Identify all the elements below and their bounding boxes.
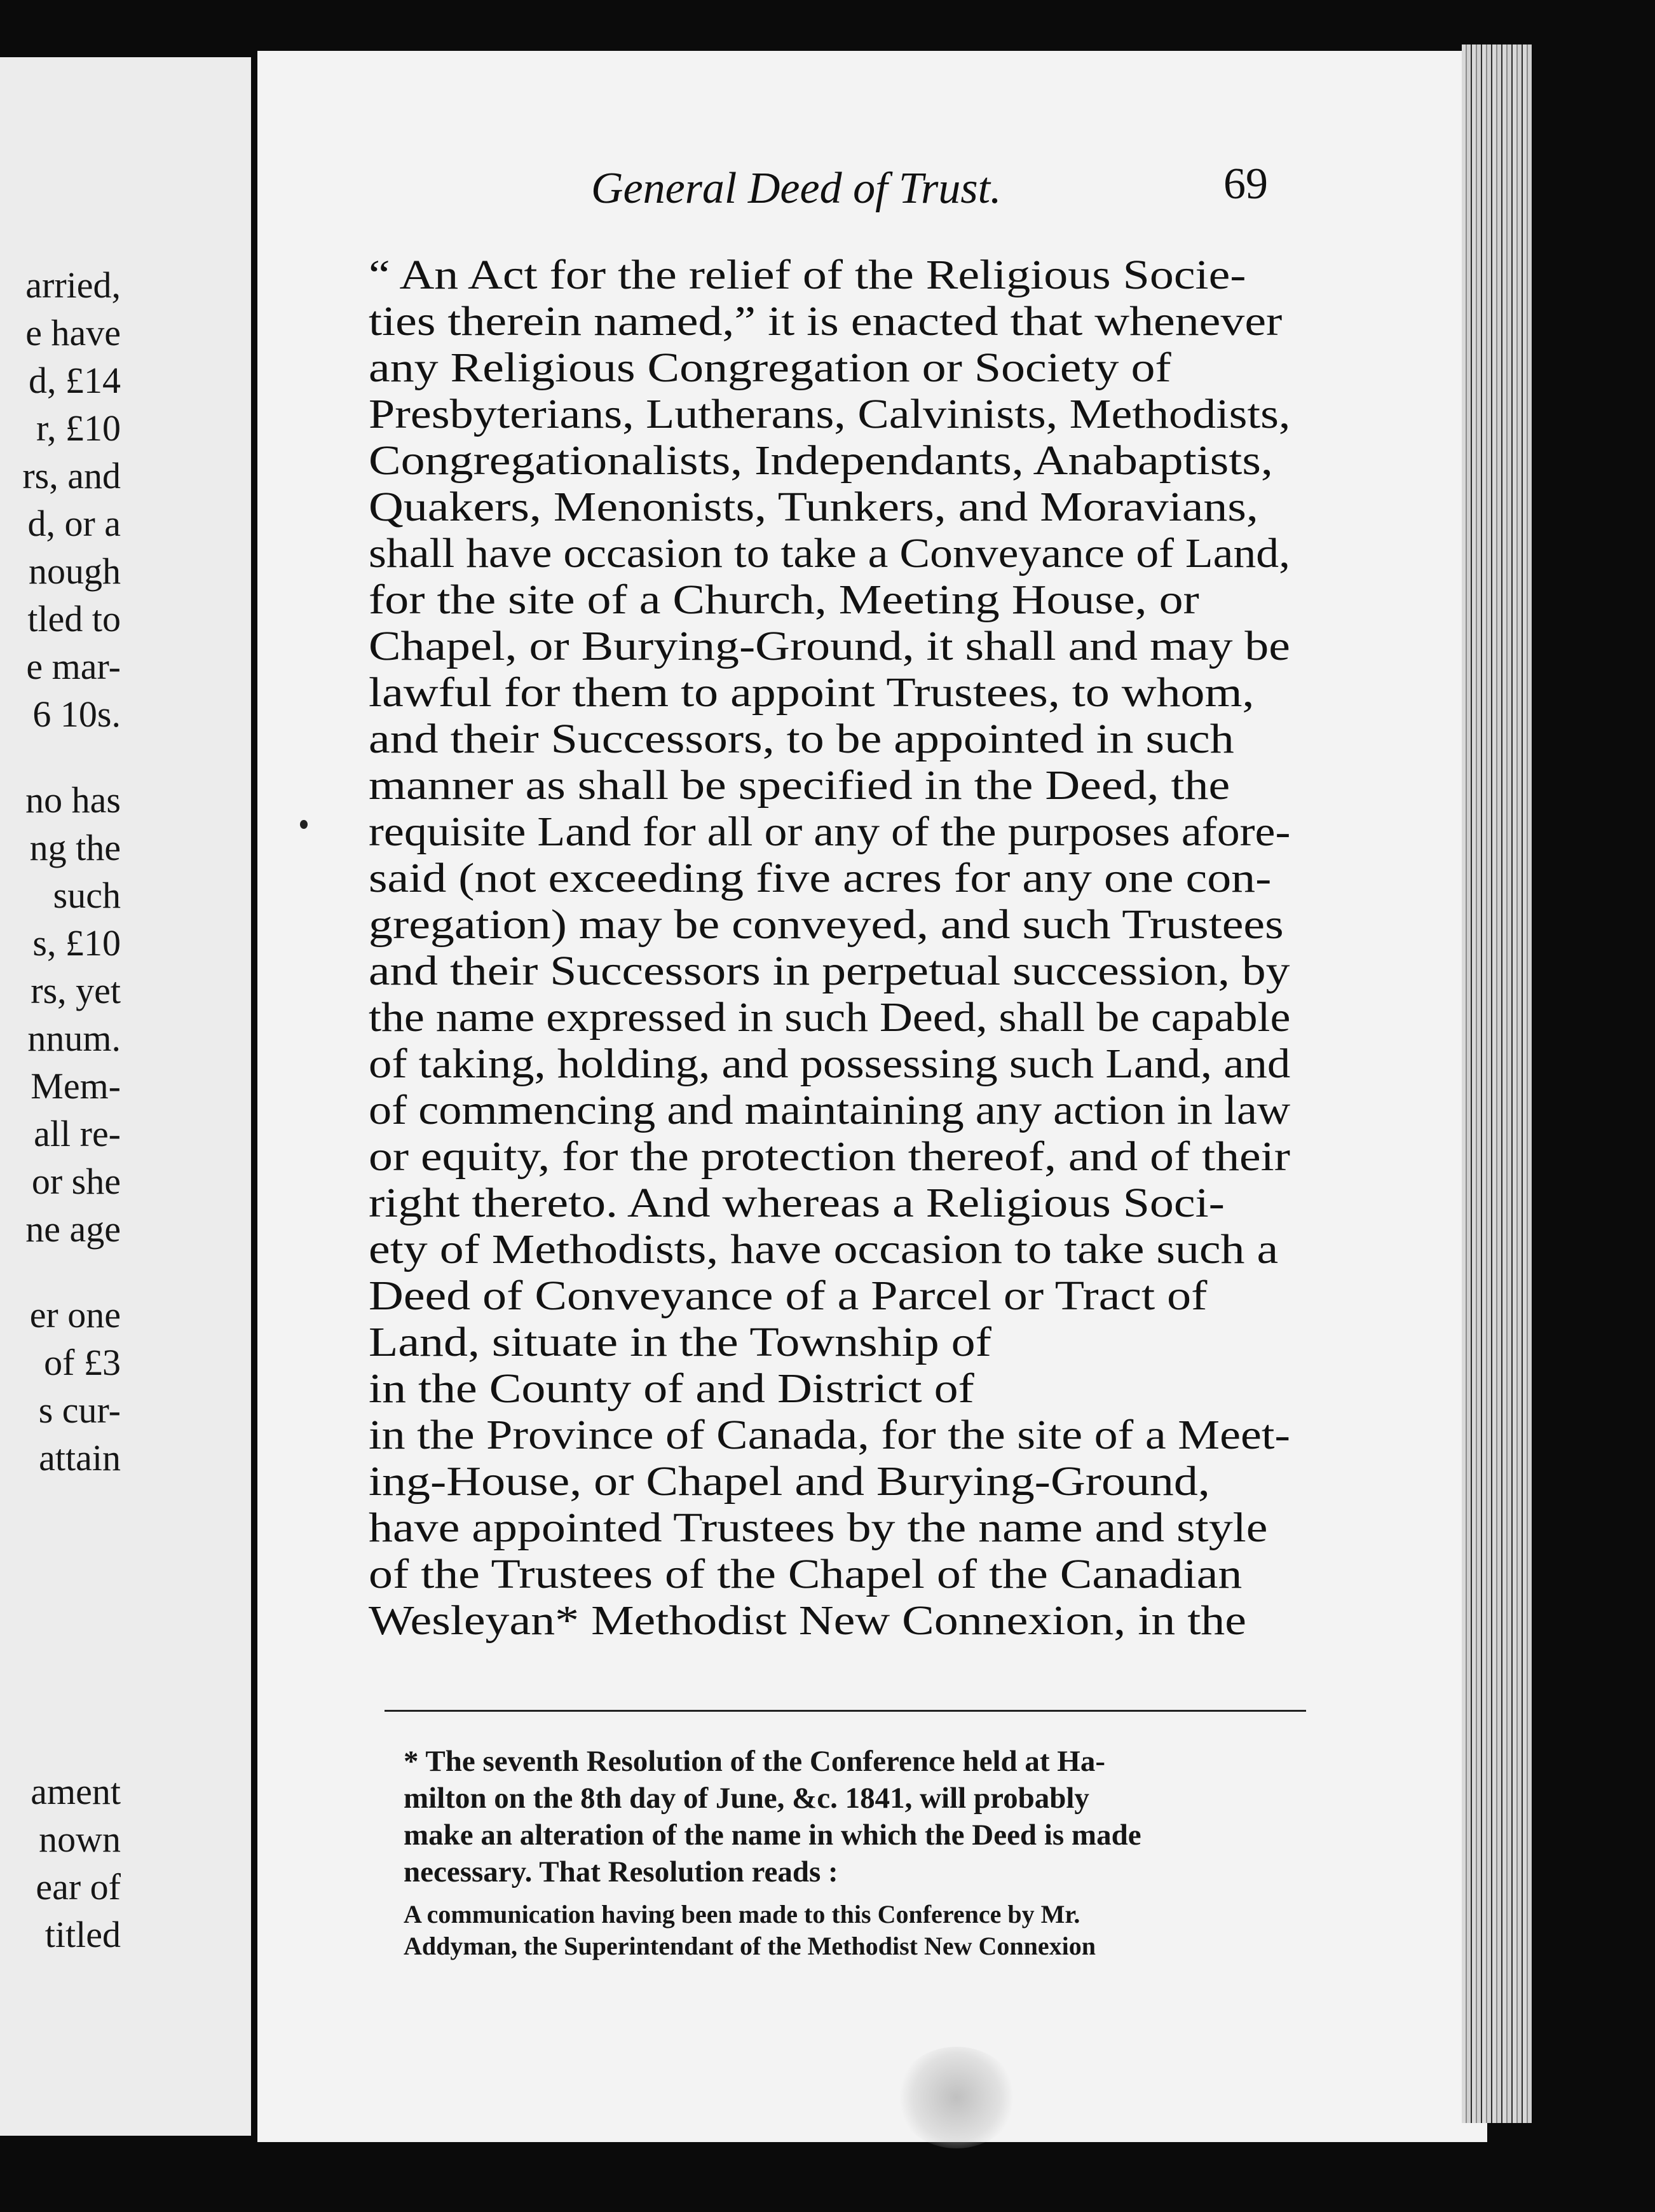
- left-page-line: titled: [44, 1914, 121, 1955]
- left-page-line: all re-: [34, 1113, 121, 1154]
- body-line: requisite Land for all or any of the purposes afore-: [369, 809, 1291, 855]
- body-line: Land, situate in the Township of: [369, 1319, 991, 1365]
- body-line: Deed of Conveyance of a Parcel or Tract of: [369, 1273, 1208, 1319]
- left-page-line: er one: [29, 1294, 121, 1335]
- body-line: for the site of a Church, Meeting House, or: [369, 577, 1199, 623]
- body-line: in the Province of Canada, for the site of a Meet-: [369, 1412, 1291, 1458]
- left-page-line: rs, and: [22, 455, 121, 496]
- body-line: manner as shall be specified in the Deed, the: [369, 762, 1230, 809]
- left-page-line: 6 10s.: [32, 693, 121, 735]
- page-number: 69: [1223, 160, 1268, 208]
- left-page-line: nnum.: [27, 1018, 121, 1059]
- body-line: any Religious Congregation or Society of: [369, 345, 1171, 391]
- body-line: lawful for them to appoint Trustees, to whom,: [369, 669, 1255, 716]
- left-page-line: nough: [29, 550, 121, 592]
- left-page-line: r, £10: [36, 407, 121, 449]
- left-page-line: rs, yet: [31, 970, 121, 1011]
- left-page-line: ament: [31, 1771, 121, 1812]
- left-page-line: ne age: [25, 1208, 121, 1250]
- body-line: Presbyterians, Lutherans, Calvinists, Methodists,: [369, 391, 1291, 437]
- left-page-line: no has: [25, 779, 121, 821]
- running-head: General Deed of Trust.: [591, 164, 1002, 213]
- left-page-line: such: [53, 875, 121, 916]
- body-line: the name expressed in such Deed, shall be capable: [369, 994, 1291, 1041]
- left-page-line: d, or a: [27, 503, 121, 544]
- left-page-line: attain: [39, 1437, 121, 1478]
- footnote-line: necessary. That Resolution reads :: [404, 1855, 838, 1888]
- body-line: ties therein named,” it is enacted that whenever: [369, 298, 1283, 345]
- left-page-line: arried,: [25, 264, 121, 306]
- body-line: said (not exceeding five acres for any one con-: [369, 855, 1272, 901]
- left-page-line: d, £14: [29, 360, 121, 401]
- body-line: of taking, holding, and possessing such Land, and: [369, 1041, 1291, 1087]
- body-line: “ An Act for the relief of the Religious Socie-: [369, 252, 1246, 298]
- footnote-line: Addyman, the Superintendant of the Methodist New Connexion: [404, 1932, 1096, 1960]
- body-line: right thereto. And whereas a Religious Soci-: [369, 1180, 1225, 1226]
- body-line: gregation) may be conveyed, and such Trustees: [369, 901, 1284, 948]
- left-page-line: e mar-: [26, 646, 121, 687]
- left-page-line: ear of: [36, 1866, 121, 1908]
- body-line: have appointed Trustees by the name and style: [369, 1505, 1268, 1551]
- body-line: ety of Methodists, have occasion to take such a: [369, 1226, 1279, 1273]
- left-page-line: s, £10: [32, 922, 121, 964]
- left-page-line: e have: [25, 312, 121, 353]
- left-page-line: of £3: [44, 1342, 121, 1383]
- left-page-line: ng the: [29, 827, 121, 868]
- body-line: Congregationalists, Independants, Anabaptists,: [369, 437, 1273, 484]
- body-line: Wesleyan* Methodist New Connexion, in the: [369, 1597, 1246, 1644]
- body-line: Quakers, Menonists, Tunkers, and Moravians,: [369, 484, 1258, 530]
- footnote-line: * The seventh Resolution of the Conference held at Ha-: [404, 1745, 1106, 1778]
- footnote-line: milton on the 8th day of June, &c. 1841, will probably: [404, 1782, 1089, 1815]
- body-line: Chapel, or Burying-Ground, it shall and may be: [369, 623, 1290, 669]
- footnote-line: make an alteration of the name in which the Deed is made: [404, 1819, 1141, 1852]
- body-line: in the County of and District of: [369, 1365, 974, 1412]
- left-page-line: or she: [31, 1161, 121, 1202]
- footnote-line: A communication having been made to this Conference by Mr.: [404, 1900, 1080, 1929]
- body-line: and their Successors, to be appointed in such: [369, 716, 1234, 762]
- body-line: of commencing and maintaining any action in law: [369, 1087, 1291, 1133]
- footnote-rule: [385, 1710, 1306, 1712]
- body-line: shall have occasion to take a Conveyance of Land,: [369, 530, 1290, 577]
- body-line: of the Trustees of the Chapel of the Canadian: [369, 1551, 1243, 1597]
- left-page-line: Mem-: [31, 1065, 121, 1107]
- left-page-line: tled to: [27, 598, 121, 639]
- left-page-line: s cur-: [38, 1389, 121, 1431]
- left-page-line: nown: [39, 1819, 121, 1860]
- body-line: or equity, for the protection thereof, and of their: [369, 1133, 1290, 1180]
- body-line: and their Successors in perpetual succession, by: [369, 948, 1290, 994]
- body-line: ing-House, or Chapel and Burying-Ground,: [369, 1458, 1210, 1505]
